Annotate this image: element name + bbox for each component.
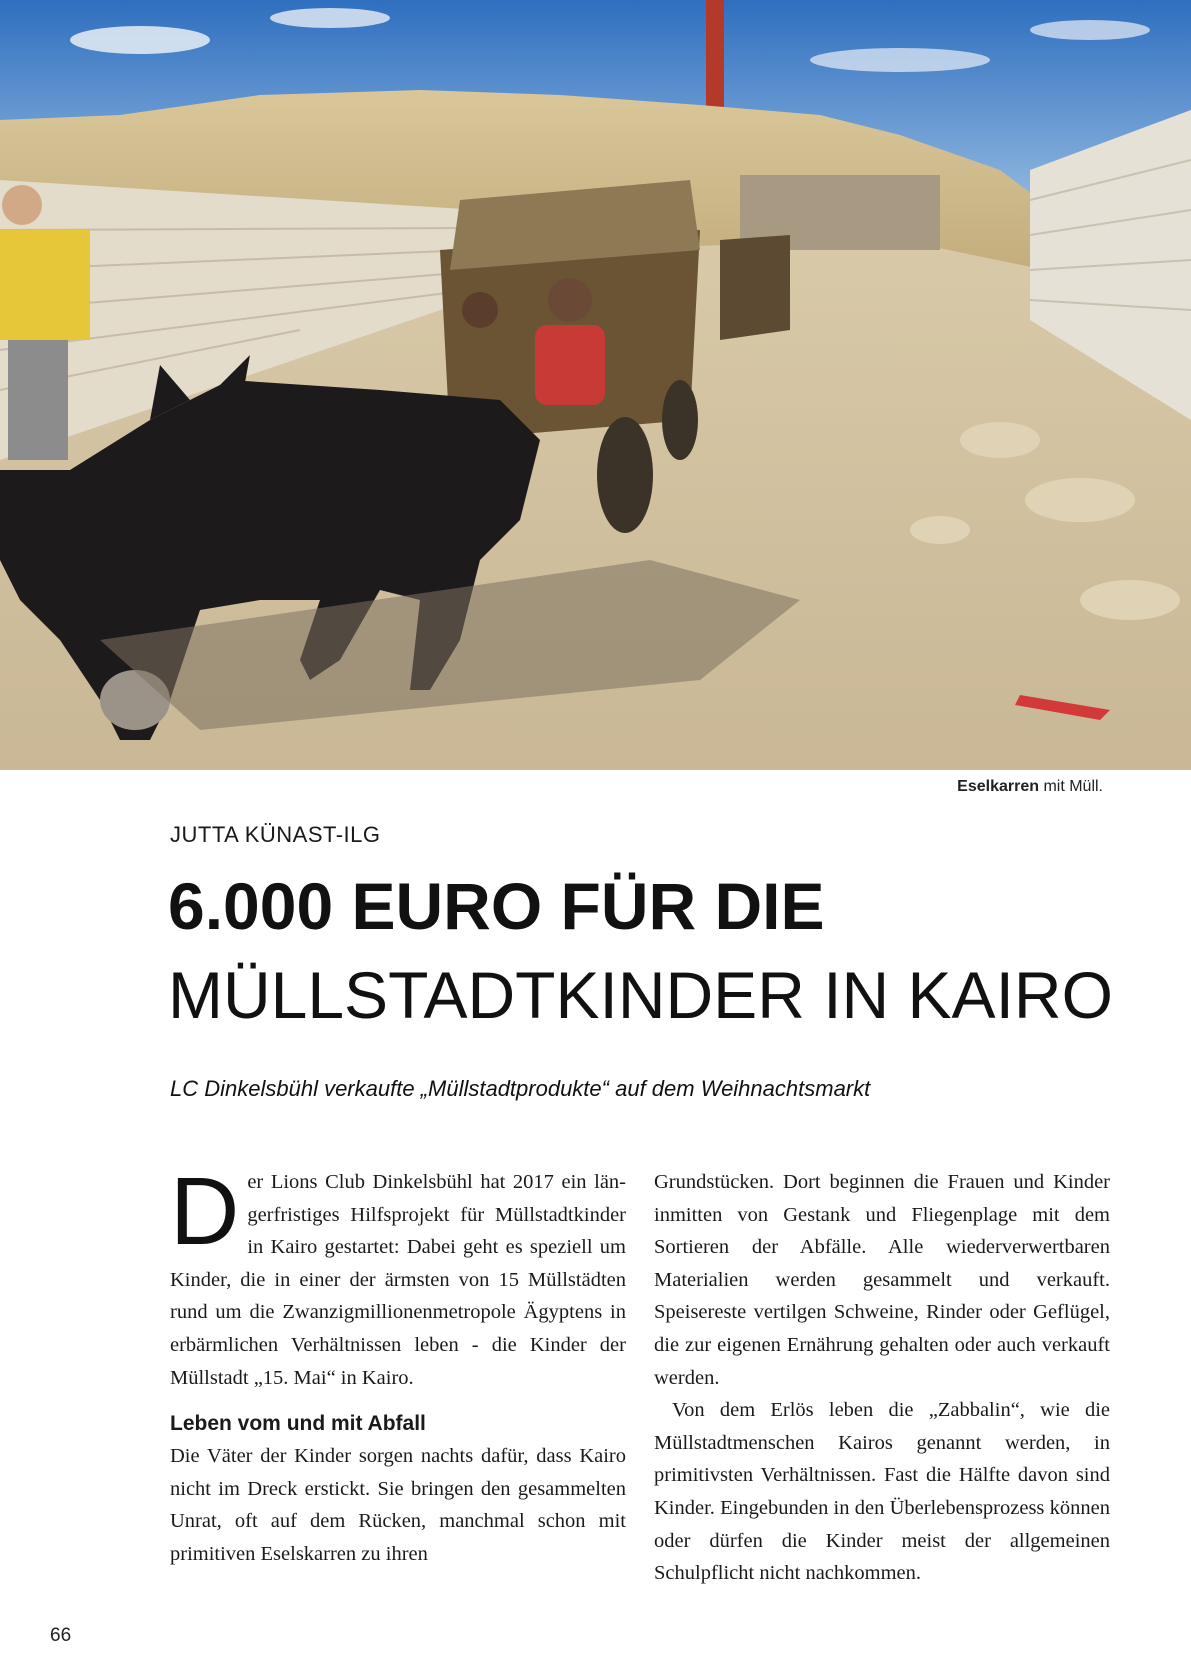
radio-mast [706,0,724,115]
body-paragraph: Die Väter der Kinder sorgen nachts dafür, dass Kairo nicht im Dreck erstickt. Sie bringen den gesammelten Unrat, oft auf dem Rücken, manchmal schon mit primitiven Eselskarren zu ihren [170,1445,626,1565]
cart-wheel [597,417,653,533]
headline-line-2: MÜLLSTADTKINDER IN KAIRO [168,958,1113,1032]
tourist-head [2,185,42,225]
author-byline: JUTTA KÜNAST-ILG [170,822,381,847]
cloud [70,26,210,54]
body-column-right [654,1166,1110,1590]
headline-line-1: 6.000 EURO FÜR DIE [168,869,825,943]
photo-caption [957,778,1103,796]
cloud [270,8,390,28]
tourist-legs [8,340,68,460]
second-cart [720,235,790,340]
body-paragraph: Von dem Erlös leben die „Zabbalin“, wie die Müllstadtmenschen Kairos genannt werden, in primitivsten Verhältnissen. Fast die Hälfte davon sind Kinder. Eingebunden in den Überlebensprozess können oder dürfen die Kinder meist der allgemeinen Schulpflicht nicht nachkommen. [654,1399,1110,1585]
child-head [548,278,592,322]
child-red-shirt [535,325,605,405]
section-subheading: Leben vom und mit Abfall [170,1412,426,1436]
tourist [0,230,90,340]
cover-photo [0,0,1191,770]
body-column-left [170,1158,626,1571]
cloud [810,48,990,72]
cloud [1030,20,1150,40]
child-head [462,292,498,328]
cart-wheel [662,380,698,460]
intro-text: er Lions Club Dinkelsbühl hat 2017 ein längerfristiges Hilfsprojekt für Müllstadtkinder in Kairo gestartet: Dabei geht es speziell um Kinder, die in einer der ärmsten von 15 Müllstädten rund um die Zwanzigmillionenmetropole Ägyptens in erbärmlichen Verhältnissen leben - die Kinder der Müllstadt „15. Mai“ in Kairo. [170,1171,626,1389]
body-paragraph: Grundstücken. Dort beginnen die Frauen und Kinder inmitten von Gestank und Fliegenplage mit dem Sortieren der Abfälle. Alle wiederverwertbaren Materialien werden gesammelt und verkauft. Speisereste vertilgen Schweine, Rinder oder Geflügel, die zur eigenen Ernährung gehalten oder auch verkauft werden. [654,1171,1110,1389]
caption-rest: mit Müll. [1039,778,1103,795]
page-number: 66 [50,1625,72,1646]
intro-paragraph [170,1158,626,1394]
drop-cap: D [170,1158,240,1265]
subheadline: LC Dinkelsbühl verkaufte „Müllstadtprodukte“ auf dem Weihnachtsmarkt [170,1076,871,1101]
caption-bold: Eselkarren [957,778,1039,795]
